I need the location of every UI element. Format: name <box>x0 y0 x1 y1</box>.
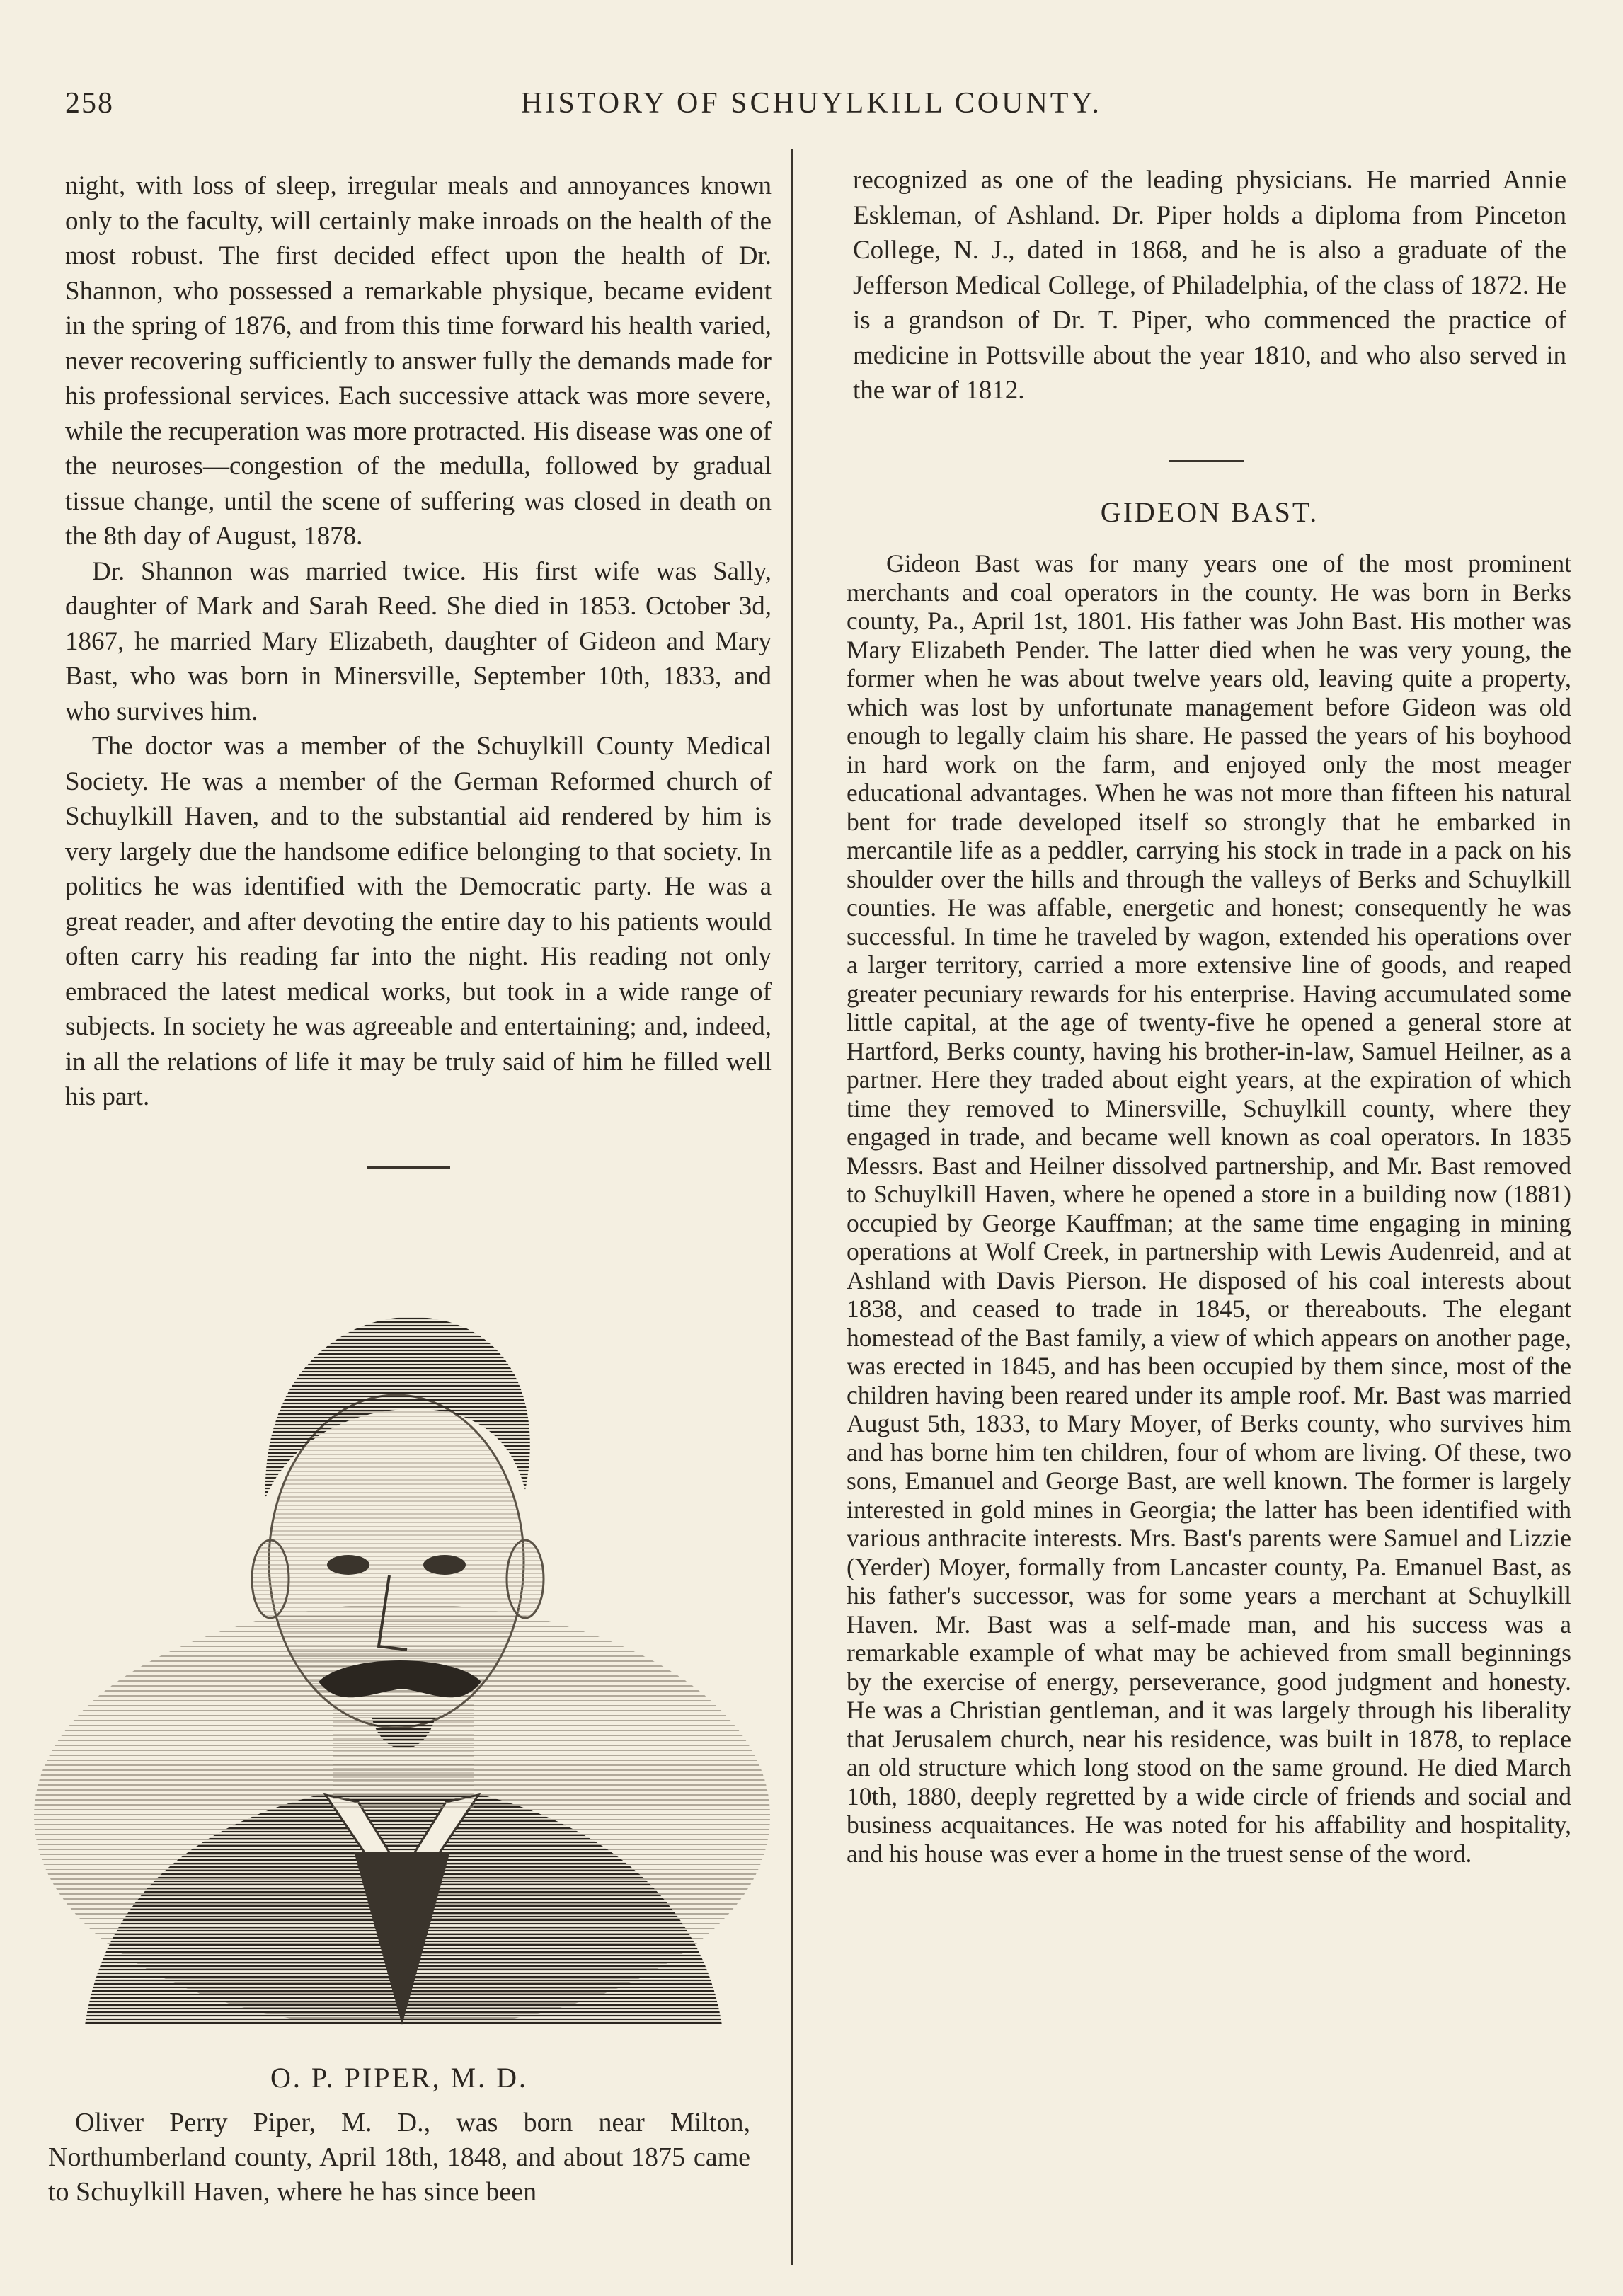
page-number: 258 <box>65 87 114 120</box>
left-column-text <box>65 168 772 1115</box>
section-heading-gideon-bast: GIDEON BAST. <box>1100 496 1319 528</box>
section-separator <box>1169 460 1244 462</box>
gideon-bast-text <box>847 549 1571 1868</box>
right-column-top-text <box>853 163 1566 408</box>
piper-bio-text <box>48 2106 750 2210</box>
section-separator <box>367 1166 450 1169</box>
shannon-paragraph-2: Dr. Shannon was married twice. His first wife was Sally, daughter of Mark and Sarah Reed. She died in 1853. October 3d, 1867, he married Mary Elizabeth, daughter of Gideon and Mary Bast, who was born in Minersville, September 10th, 1833, and who survives him. <box>65 556 772 726</box>
column-divider <box>791 149 793 2265</box>
portrait-engraving <box>21 1193 783 2025</box>
running-head: HISTORY OF SCHUYLKILL COUNTY. <box>521 87 1102 120</box>
shannon-paragraph-3: The doctor was a member of the Schuylkill County Medical Society. He was a member of the German Reformed church of Schuylkill Haven, and to the substantial aid rendered by him is very largely due the handsome edifice belonging to that society. In politics he was identified with the Democratic party. He was a great reader, and after devoting the entire day to his patients would often carry his reading far into the night. His reading not only embraced the latest medical works, but took in a wide range of subjects. In society he was agreeable and entertaining; and, indeed, in all the relations of life it may be truly said of him he filled well his part. <box>65 732 772 1111</box>
gideon-bast-paragraph: Gideon Bast was for many years one of the most prominent merchants and coal operators in the county. He was born in Berks county, Pa., April 1st, 1801. His father was John Bast. His mother was Mary Elizabeth Pender. The latter died when he was very young, the former when he was about twelve years old, leaving quite a property, which was lost by unfortunate management before Gideon was old enough to legally claim his share. He passed the years of his boyhood in hard work on the farm, and enjoyed only the most meager educational advantages. When he was not more than fifteen his natural bent for trade developed itself so strongly that he embarked in mercantile life as a peddler, carrying his stock in trade in a pack on his shoulder over the hills and through the valleys of Berks and Schuylkill counties. He was affable, energetic and honest; consequently he was successful. In time he traveled by wagon, extended his operations over a larger territory, carried a more extensive line of goods, and reaped greater pecuniary rewards for his enterprise. Having accumulated some little capital, at the age of twenty-five he opened a general store at Hartford, Berks county, having his brother-in-law, Samuel Heilner, as a partner. Here they traded about eight years, at the expiration of which time they removed to Minersville, Schuylkill county, where they engaged in trade, and became well known as coal operators. In 1835 Messrs. Bast and Heilner dissolved partnership, and Mr. Bast removed to Schuylkill Haven, where he opened a store in a building now (1881) occupied by George Kauffman; at the same time engaging in mining operations at Wolf Creek, in partnership with Lewis Audenreid, and at Ashland with Davis Pierson. He disposed of his coal interests about 1838, and ceased to trade in 1845, or thereabouts. The elegant homestead of the Bast family, a view of which appears on another page, was erected in 1845, and has been occupied by them since, most of the children having been reared under its ample roof. Mr. Bast was married August 5th, 1833, to Mary Moyer, of Berks county, who survives him and has borne him ten children, four of whom are living. Of these, two sons, Emanuel and George Bast, are well known. The former is largely interested in gold mines in Georgia; the latter has been identified with various anthracite interests. Mrs. Bast's parents were Samuel and Lizzie (Yerder) Moyer, formally from Lancaster county, Pa. Emanuel Bast, as his father's successor, was for some years a merchant at Schuylkill Haven. Mr. Bast was a self-made man, and his success was a remarkable example of what may be achieved from small beginnings by the exercise of energy, perseverance, good judgment and honesty. He was a Christian gentleman, and it was largely through his liberality that Jerusalem church, near his residence, was built in 1878, to replace an old structure which long stood on the same ground. He died March 10th, 1880, deeply regretted by a wide circle of friends and social and business acquaitances. He was noted for his affability and hospitality, and his house was ever a home in the truest sense of the word. <box>847 549 1571 1868</box>
piper-paragraph: Oliver Perry Piper, M. D., was born near Milton, Northumberland county, April 18th, 1848, and about 1875 came to Schuylkill Haven, where he has since been <box>48 2108 750 2207</box>
portrait-caption: O. P. PIPER, M. D. <box>270 2062 529 2094</box>
piper-continued-paragraph: recognized as one of the leading physicians. He married Annie Eskleman, of Ashland. Dr. Piper holds a diploma from Pinceton College, N. J., dated in 1868, and he is also a graduate of the Jefferson Medical College, of Philadelphia, of the class of 1872. He is a grandson of Dr. T. Piper, who commenced the practice of medicine in Pottsville about the year 1810, and who also served in the war of 1812. <box>853 166 1566 405</box>
shannon-paragraph-1: night, with loss of sleep, irregular meals and annoyances known only to the faculty, will certainly make inroads on the health of the most robust. The first decided effect upon the health of Dr. Shannon, who possessed a remarkable physique, became evident in the spring of 1876, and from this time forward his health varied, never recovering sufficiently to answer fully the demands made for his professional services. Each successive attack was more severe, while the recuperation was more protracted. His disease was one of the neuroses—congestion of the medulla, followed by gradual tissue change, until the scene of suffering was closed in death on the 8th day of August, 1878. <box>65 171 772 551</box>
